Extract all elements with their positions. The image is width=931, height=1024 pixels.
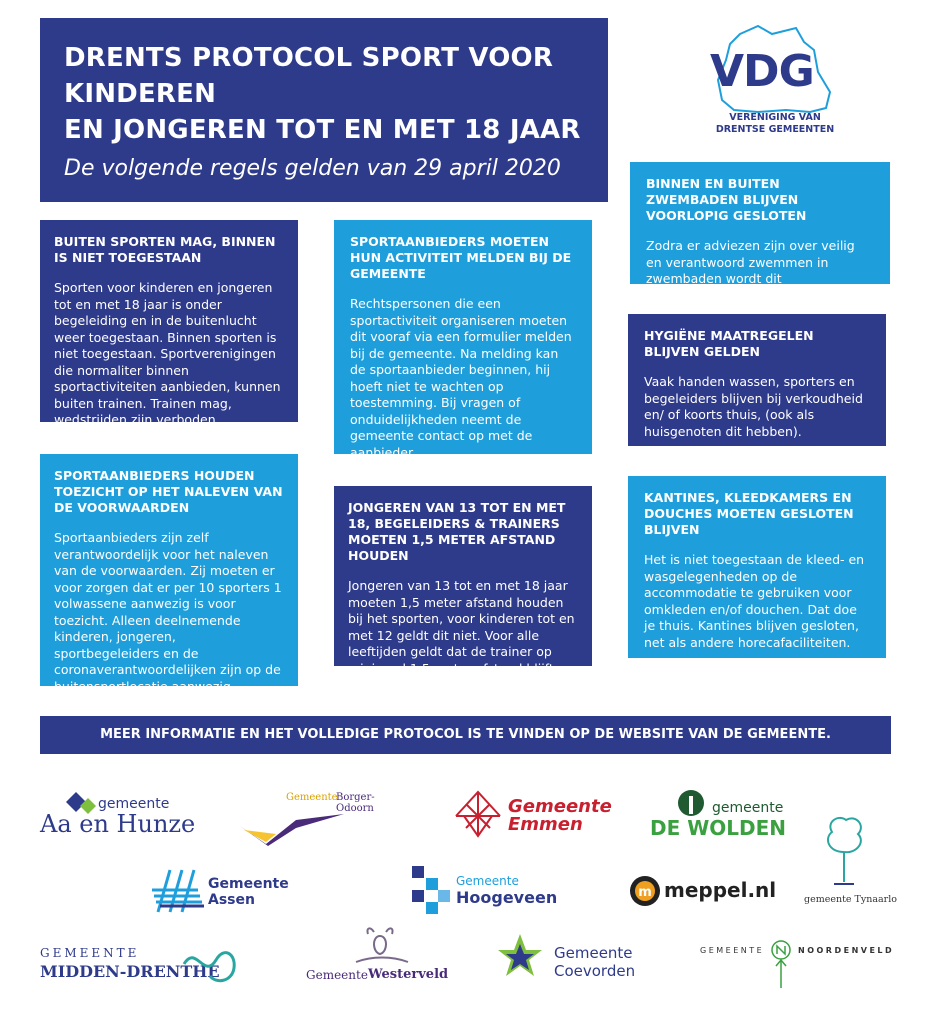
meppel-m-icon — [628, 874, 662, 908]
box-zwembaden — [630, 162, 890, 303]
box-hygiene — [628, 314, 886, 446]
assen-text: Gemeente Assen — [208, 876, 289, 908]
logo-assen — [150, 866, 330, 916]
box-title: SPORTAANBIEDERS MOETEN HUN ACTIVITEIT MELDEN BIJ DE GEMEENTE — [350, 234, 572, 281]
coevorden-star-icon — [494, 932, 546, 984]
box-text: Vaak handen wassen, sporters en begeleiders blijven bij verkoudheid en/ of koorts thuis, (ook als huisgenoten dit hebben). — [644, 374, 863, 439]
borger-swoosh-icon — [236, 804, 356, 848]
noordenveld-n-arrow-icon — [770, 936, 792, 992]
header-banner — [40, 18, 608, 202]
vdg-subtitle — [700, 112, 850, 136]
hoogeveen-line-2: Hoogeveen — [456, 888, 558, 907]
meppel-text: meppel.nl — [664, 878, 777, 902]
aa-hunze-line-1: gemeente — [98, 796, 170, 812]
logo-westerveld — [306, 922, 466, 990]
box-melden — [334, 220, 592, 460]
assen-stripes-icon — [150, 866, 206, 914]
borger-part-1: Gemeente — [286, 792, 338, 803]
noordenveld-part-2: NOORDENVELD — [798, 946, 895, 955]
logo-noordenveld — [700, 936, 900, 996]
box-text: Sporten voor kinderen en jongeren tot en met 18 jaar is onder begeleiding en in de buitenlucht weer toegestaan. Binnen sporten is niet toegestaan. Sportverenigingen die normaliter binnen sportactiviteiten aanbieden, kunnen buiten trainen. Trainen mag, wedstrijden zijn verboden. — [54, 280, 281, 427]
coevorden-line-2: Coevorden — [554, 962, 636, 980]
box-kantines — [628, 476, 886, 658]
title-line-1: DRENTS PROTOCOL SPORT VOOR KINDEREN — [64, 43, 554, 109]
de-wolden-line-2: DE WOLDEN — [650, 816, 787, 840]
box-buiten-sporten — [40, 220, 298, 427]
logo-midden-drenthe — [40, 940, 240, 990]
logo-meppel — [628, 874, 778, 914]
box-toezicht — [40, 454, 298, 694]
box-title: KANTINES, KLEEDKAMERS EN DOUCHES MOETEN GESLOTEN BLIJVEN — [644, 490, 854, 537]
emmen-line-2: Emmen — [508, 814, 583, 835]
logo-borger-odoorn — [236, 788, 406, 848]
box-afstand — [334, 486, 592, 676]
vdg-logo — [700, 20, 850, 150]
logo-emmen — [452, 786, 612, 842]
midden-drenthe-line-2: MIDDEN-DRENTHE — [40, 962, 220, 981]
box-text: Rechtspersonen die een sportactiviteit organiseren moeten dit vooraf via een formulier melden bij de gemeente. Na melding kan de sportaanbieder beginnen, hij hoeft niet te wachten op toestemming. Bij vragen of onduidelijkheden neemt de gemeente contact op met de aanbieder. — [350, 296, 572, 460]
box-text: Jongeren van 13 tot en met 18 jaar moeten 1,5 meter afstand houden bij het sporten, voor kinderen tot en met 12 geldt dit niet. Voor alle leeftijden geldt dat de trainer op minimaal 1,5 meter afstand blijft. — [348, 578, 575, 676]
logo-de-wolden — [650, 786, 800, 842]
vdg-letters: VDG — [710, 46, 814, 97]
de-wolden-tree-icon — [676, 788, 706, 818]
logo-coevorden — [494, 932, 654, 992]
midden-drenthe-wave-icon — [180, 940, 240, 988]
coevorden-line-1: Gemeente — [554, 944, 633, 962]
westerveld-deer-icon — [352, 922, 412, 970]
title-line-2: EN JONGEREN TOT EN MET 18 JAAR — [64, 115, 581, 145]
borger-part-2: Borger-Odoorn — [336, 792, 375, 814]
hoogeveen-blocks-icon — [410, 864, 454, 920]
box-title: HYGIËNE MAATREGELEN BLIJVEN GELDEN — [644, 328, 814, 359]
emmen-network-icon — [452, 786, 504, 842]
box-title: BUITEN SPORTEN MAG, BINNEN IS NIET TOEGESTAAN — [54, 234, 276, 265]
emmen-line-1: Gemeente — [508, 796, 612, 817]
de-wolden-line-1: gemeente — [712, 800, 784, 816]
vdg-sub-line-1: VERENIGING VAN — [729, 112, 821, 123]
logo-tynaarlo — [800, 812, 900, 912]
page-subtitle: De volgende regels gelden van 29 april 2020 — [64, 156, 561, 181]
box-text: Zodra er adviezen zijn over veilig en verantwoord zwemmen in zwembaden wordt dit heroverwogen. — [646, 238, 855, 303]
box-text: Sportaanbieders zijn zelf verantwoordelijk voor het naleven van de voorwaarden. Zij moeten er voor zorgen dat er per 10 sporters 1 volwassene aanwezig is voor toezicht. Alleen deelnemende kinderen, jongeren, sportbegeleiders en de coronaverantwoordelijken zijn op de buitensportlocatie aanwezig. — [54, 530, 282, 694]
box-title: SPORTAANBIEDERS HOUDEN TOEZICHT OP HET NALEVEN VAN DE VOORWAARDEN — [54, 468, 283, 515]
aa-hunze-line-2: Aa en Hunze — [40, 810, 196, 838]
vdg-sub-line-2: DRENTSE GEMEENTEN — [715, 124, 835, 135]
logo-hoogeveen — [410, 864, 560, 924]
westerveld-part-2: Westerveld — [368, 967, 449, 982]
page-title — [64, 40, 664, 148]
box-title: JONGEREN VAN 13 TOT EN MET 18, BEGELEIDERS & TRAINERS MOETEN 1,5 METER AFSTAND HOUDEN — [348, 500, 566, 563]
hoogeveen-line-1: Gemeente — [456, 874, 519, 888]
noordenveld-part-1: GEMEENTE — [700, 946, 765, 955]
more-info-banner: MEER INFORMATIE EN HET VOLLEDIGE PROTOCOL IS TE VINDEN OP DE WEBSITE VAN DE GEMEENTE. — [40, 716, 891, 754]
tynaarlo-tree-icon — [814, 812, 874, 888]
logo-aa-en-hunze — [40, 790, 210, 840]
svg-text:m: m — [638, 885, 652, 900]
westerveld-part-1: Gemeente — [306, 968, 368, 982]
midden-drenthe-line-1: GEMEENTE — [40, 946, 140, 960]
box-title: BINNEN EN BUITEN ZWEMBADEN BLIJVEN VOORLOPIG GESLOTEN — [646, 176, 807, 223]
tynaarlo-text: gemeente Tynaarlo — [804, 894, 897, 905]
box-text: Het is niet toegestaan de kleed- en wasgelegenheden op de accommodatie te gebruiken voor omkleden en/of douchen. Dat doe je thuis. Kantines blijven gesloten, net als andere horecafaciliteiten. — [644, 552, 865, 650]
